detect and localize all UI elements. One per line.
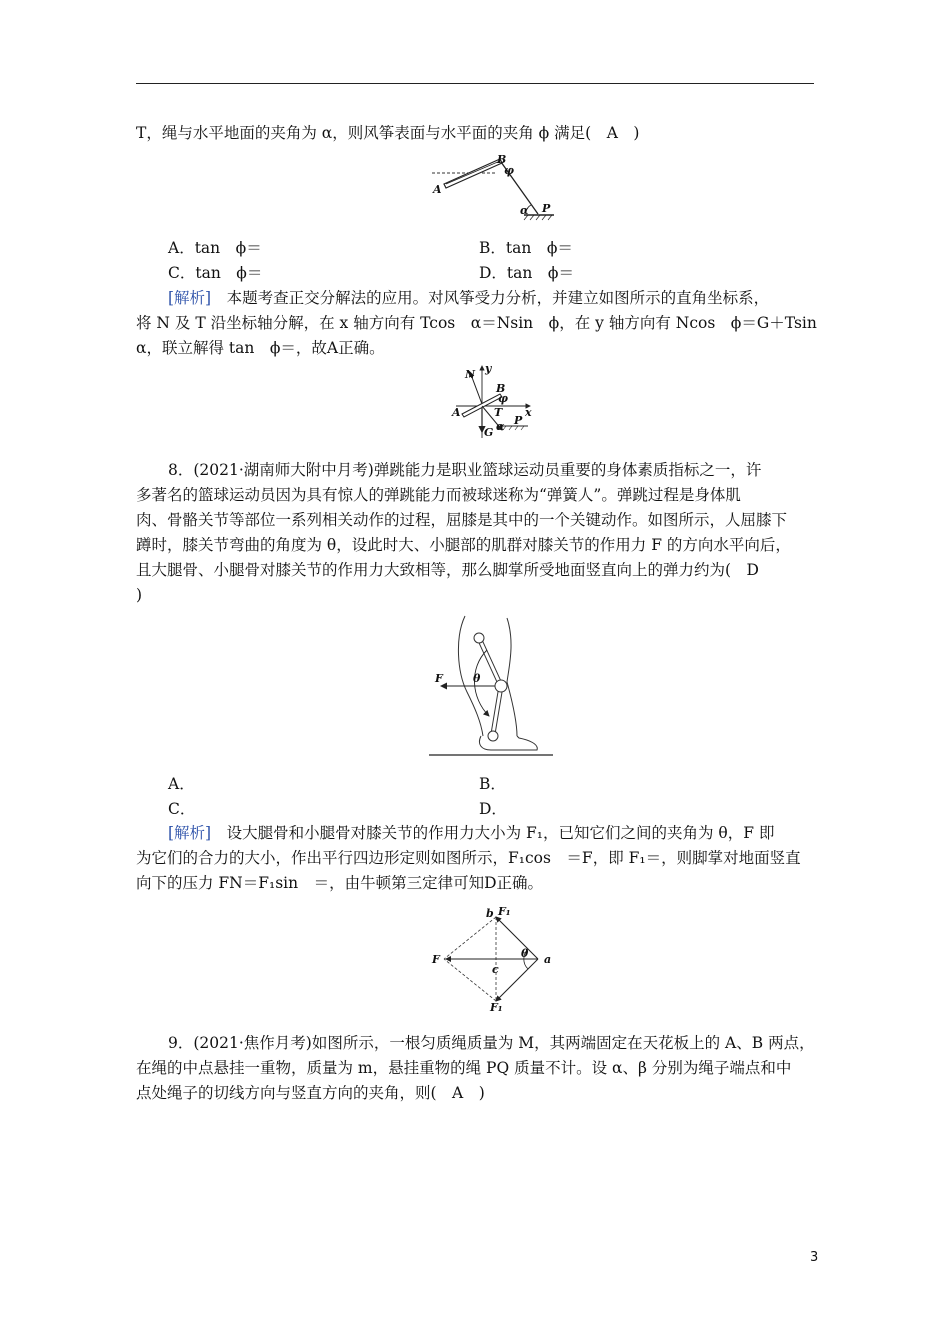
q9-stem-line-1: 9．(2021·焦作月考)如图所示，一根匀质绳质量为 M，其两端固定在天花板上的 A、B 两点， [168, 1034, 815, 1052]
q8-stem-line-5: 且大腿骨、小腿骨对膝关节的作用力大致相等，那么脚掌所受地面竖直向上的弹力约为( D [136, 561, 759, 579]
q9-stem-line-2: 在绳的中点悬挂一重物，质量为 m，悬挂重物的绳 PQ 质量不计。设 α、β 分别为绳子端点和中 [136, 1059, 792, 1077]
q7-option-b: B．tan ϕ＝ [479, 239, 573, 257]
q7-analysis-line-3: α，联立解得 tan ϕ＝，故A正确。 [136, 339, 385, 357]
analysis-tag: [解析] [168, 824, 212, 842]
page-number: 3 [810, 1250, 819, 1265]
label-F1-top: F₁ [498, 905, 511, 918]
label-P2: P [514, 414, 523, 427]
label-F1-bottom: F₁ [490, 1001, 503, 1011]
label-alpha2: α [496, 420, 505, 433]
q7-analysis-line-2: 将 N 及 T 沿坐标轴分解，在 x 轴方向有 Tcos α＝Nsin ϕ，在 y 轴方向有 Ncos ϕ＝G＋Tsin [136, 314, 817, 332]
label-theta2: θ [521, 947, 529, 960]
label-x: x [525, 406, 532, 419]
kite-figure [428, 150, 558, 226]
q8-option-d: D． [479, 800, 507, 818]
label-theta: θ [473, 672, 481, 685]
q8-option-b: B． [479, 775, 506, 793]
label-N: N [465, 368, 476, 381]
label-P: P [542, 202, 551, 215]
q8-analysis-line-3: 向下的压力 FN＝F₁sin ＝，由牛顿第三定律可知D正确。 [136, 874, 544, 892]
label-F2: F [432, 953, 440, 966]
label-A2: A [452, 406, 461, 419]
label-alpha: α [520, 204, 529, 217]
q8-stem-line-1: 8．(2021·湖南师大附中月考)弹跳能力是职业篮球运动员重要的身体素质指标之一，许 [168, 461, 762, 479]
parallelogram-figure [428, 905, 558, 1011]
q7-stem-line: T，绳与水平地面的夹角为 α，则风筝表面与水平面的夹角 ϕ 满足( A ) [136, 124, 640, 142]
q7-analysis-line-1: [解析] 本题考查正交分解法的应用。对风筝受力分析，并建立如图所示的直角坐标系， [168, 289, 770, 307]
knee-figure [425, 612, 557, 762]
label-a: a [544, 953, 552, 966]
q9-stem-line-3: 点处绳子的切线方向与竖直方向的夹角，则( A ) [136, 1084, 485, 1102]
q8-stem-line-3: 肉、骨骼关节等部位一系列相关动作的过程，屈膝是其中的一个关键动作。如图所示，人屈膝下 [136, 511, 788, 529]
kite-force-diagram [446, 362, 536, 440]
q8-analysis-line-2: 为它们的合力的大小，作出平行四边形定则如图所示，F₁cos ＝F，即 F₁＝，则脚掌对地面竖直 [136, 849, 801, 867]
label-b: b [486, 907, 494, 920]
q8-stem-line-6: ) [136, 586, 143, 604]
label-B: B [497, 153, 507, 166]
label-G: G [484, 426, 494, 439]
q8-stem-line-2: 多著名的篮球运动员因为具有惊人的弹跳能力而被球迷称为“弹簧人”。弹跳过程是身体肌 [136, 486, 741, 504]
q7-option-c: C．tan ϕ＝ [168, 264, 263, 282]
q8-stem-line-4: 蹲时，膝关节弯曲的角度为 θ，设此时大、小腿部的肌群对膝关节的作用力 F 的方向水平向后， [136, 536, 791, 554]
q7-option-a: A．tan ϕ＝ [168, 239, 262, 257]
q8-option-c: C． [168, 800, 196, 818]
label-T: T [494, 406, 503, 419]
label-y: y [485, 362, 492, 375]
label-phi2: φ [498, 392, 508, 405]
q7-option-d: D．tan ϕ＝ [479, 264, 574, 282]
label-A: A [433, 183, 442, 196]
label-c: c [492, 963, 499, 976]
q8-option-a: A． [168, 775, 195, 793]
analysis-tag: [解析] [168, 289, 212, 307]
label-F: F [435, 672, 443, 685]
q8-analysis-line-1: [解析] 设大腿骨和小腿骨对膝关节的作用力大小为 F₁，已知它们之间的夹角为 θ，F 即 [168, 824, 775, 842]
header-rule [136, 83, 814, 84]
label-B2: B [496, 382, 506, 395]
label-phi: φ [504, 164, 514, 177]
